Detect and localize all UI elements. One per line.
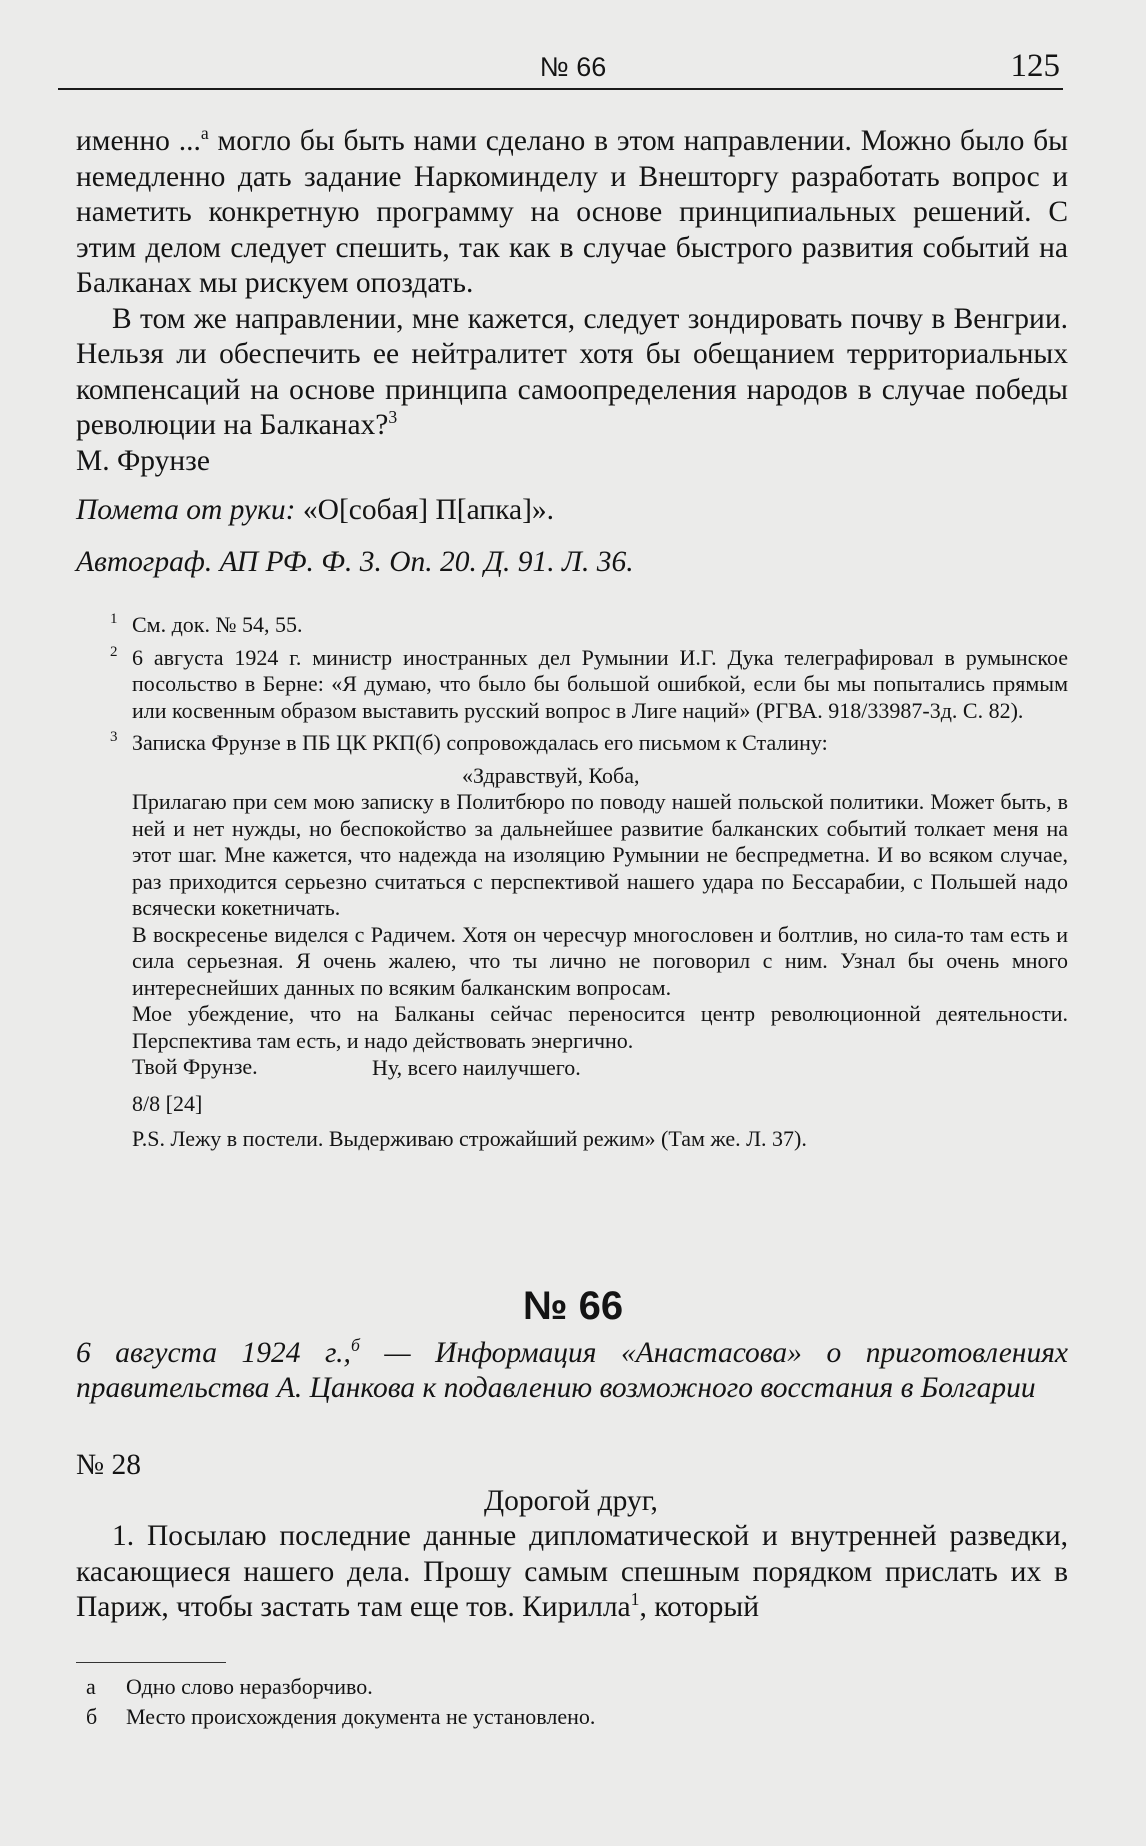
signature: М. Фрунзе	[76, 444, 210, 477]
footnote-mark: 1	[110, 611, 118, 627]
footnote-3	[76, 730, 1068, 757]
hand-note-label: Помета от руки:	[76, 494, 296, 526]
header-doc-number: № 66	[539, 52, 607, 82]
p1-start: именно ...	[76, 125, 201, 157]
footnote-text: См. док. № 54, 55.	[132, 612, 303, 637]
footnotes	[76, 612, 1068, 1152]
notes-rule	[76, 1662, 226, 1663]
footnote-text: Записка Фрунзе в ПБ ЦК РКП(б) сопровождалась его письмом к Сталину:	[132, 730, 828, 755]
note-text: Место происхождения документа не установлено.	[126, 1704, 596, 1729]
document-paragraph-1	[76, 1519, 1068, 1626]
p2-text: В том же направлении, мне кажется, следует зондировать почву в Венгрии. Нельзя ли обеспечить ее нейтралитет хотя бы обещанием территориальных компенсаций на основе принципа самоопределения народов в случае победы революции на Балканах?	[76, 302, 1068, 441]
paragraph-2	[76, 302, 1068, 444]
footnote-text: 6 августа 1924 г. министр иностранных дел Румынии И.Г. Дука телеграфировал в румынское посольство в Берне: «Я думаю, что было бы большой ошибкой, если бы мы попытались прямым или косвенным образом выставить русский вопрос в Лиге наций» (РГВА. 918/33987-3д. С. 82).	[132, 644, 1068, 723]
footnote-mark: 3	[110, 729, 118, 745]
main-text	[76, 124, 1068, 580]
editor-notes	[76, 1672, 1068, 1732]
title-date: 6 августа 1924 г.,	[76, 1337, 351, 1369]
quoted-letter	[76, 763, 1068, 1153]
letter-greeting: «Здравствуй, Коба,	[462, 762, 640, 788]
p1-rest: могло бы быть нами сделано в этом направлении. Можно было бы немедленно дать задание Наркоминделу и Внешторгу разработать вопрос и наметить конкретную программу на основе принципиальных решений. С этим делом следует спешить, так как в случае быстрого развития событий на Балканах мы рискуем опоздать.	[76, 125, 1069, 299]
running-header	[0, 48, 1146, 88]
paragraph-1	[76, 124, 1068, 302]
editor-note-a	[76, 1672, 1068, 1702]
editor-note-b	[76, 1702, 1068, 1732]
note-mark: а	[86, 1674, 96, 1699]
letter-paragraph-2: В воскресенье виделся с Радичем. Хотя он чересчур многословен и болтлив, но сила-то там есть и сила серьезная. Я очень жалею, что ты лично не поговорил с ним. Узнал бы очень много интереснейших данных по всяким балканским вопросам.	[132, 921, 1068, 1000]
document-number: № 66	[522, 1284, 624, 1328]
title-text: — Информация «Анастасова» о приготовлениях правительства А. Цанкова к подавлению возможного восстания в Болгарии	[76, 1337, 1068, 1404]
note-mark: б	[86, 1704, 98, 1729]
document-ref: № 28	[76, 1449, 142, 1481]
letter-postscript: P.S. Лежу в постели. Выдерживаю строжайший режим» (Там же. Л. 37).	[132, 1125, 807, 1151]
footnote-marker-1: 1	[630, 1589, 640, 1610]
footnote-1	[76, 612, 1068, 639]
letter-date: 8/8 [24]	[132, 1091, 203, 1116]
handwritten-note	[76, 493, 1068, 529]
footnote-mark: 2	[110, 643, 118, 660]
note-text: Одно слово неразборчиво.	[126, 1674, 373, 1699]
salutation: Дорогой друг,	[484, 1484, 658, 1517]
letter-wishes: Ну, всего наилучшего.	[372, 1054, 581, 1080]
footnote-marker-b: б	[350, 1335, 360, 1356]
footnote-2	[76, 645, 1068, 725]
letter-paragraph-1: Прилагаю при сем мою записку в Политбюро по поводу нашей польской политики. Может быть, в ней и нет нужды, но беспокойство за дальнейшее развитие балканских событий толкает меня на этот шаг. Мне кажется, что надежда на изоляцию Румынии не беспредметна. И во всяком случае, раз приходится серьезно считаться с перспективой нашего удара по Бессарабии, с Польшей надо всячески кокетничать.	[132, 789, 1068, 920]
footnote-marker-a: а	[200, 123, 209, 144]
document-body	[76, 1448, 1068, 1626]
footnote-marker-3: 3	[388, 407, 398, 428]
letter-paragraph-3: Мое убеждение, что на Балканы сейчас переносится центр революционной деятельности. Перспектива там есть, и надо действовать энергично.	[132, 1001, 1068, 1053]
doc-p1-rest: , который	[639, 1591, 760, 1623]
letter-signature: Твой Фрунзе.	[132, 1054, 258, 1079]
header-rule	[58, 88, 1063, 90]
document-title	[76, 1336, 1068, 1406]
doc-p1-text: 1. Посылаю последние данные дипломатической и внутренней разведки, касающиеся нашего дела. Прошу самым спешным порядком прислать их в Париж, чтобы застать там еще тов. Кирилла	[76, 1520, 1068, 1623]
hand-note-text: «О[собая] П[апка]».	[295, 494, 555, 526]
page-number: 125	[1010, 48, 1060, 84]
archive-reference: Автограф. АП РФ. Ф. 3. Оп. 20. Д. 91. Л. 36.	[76, 545, 634, 578]
